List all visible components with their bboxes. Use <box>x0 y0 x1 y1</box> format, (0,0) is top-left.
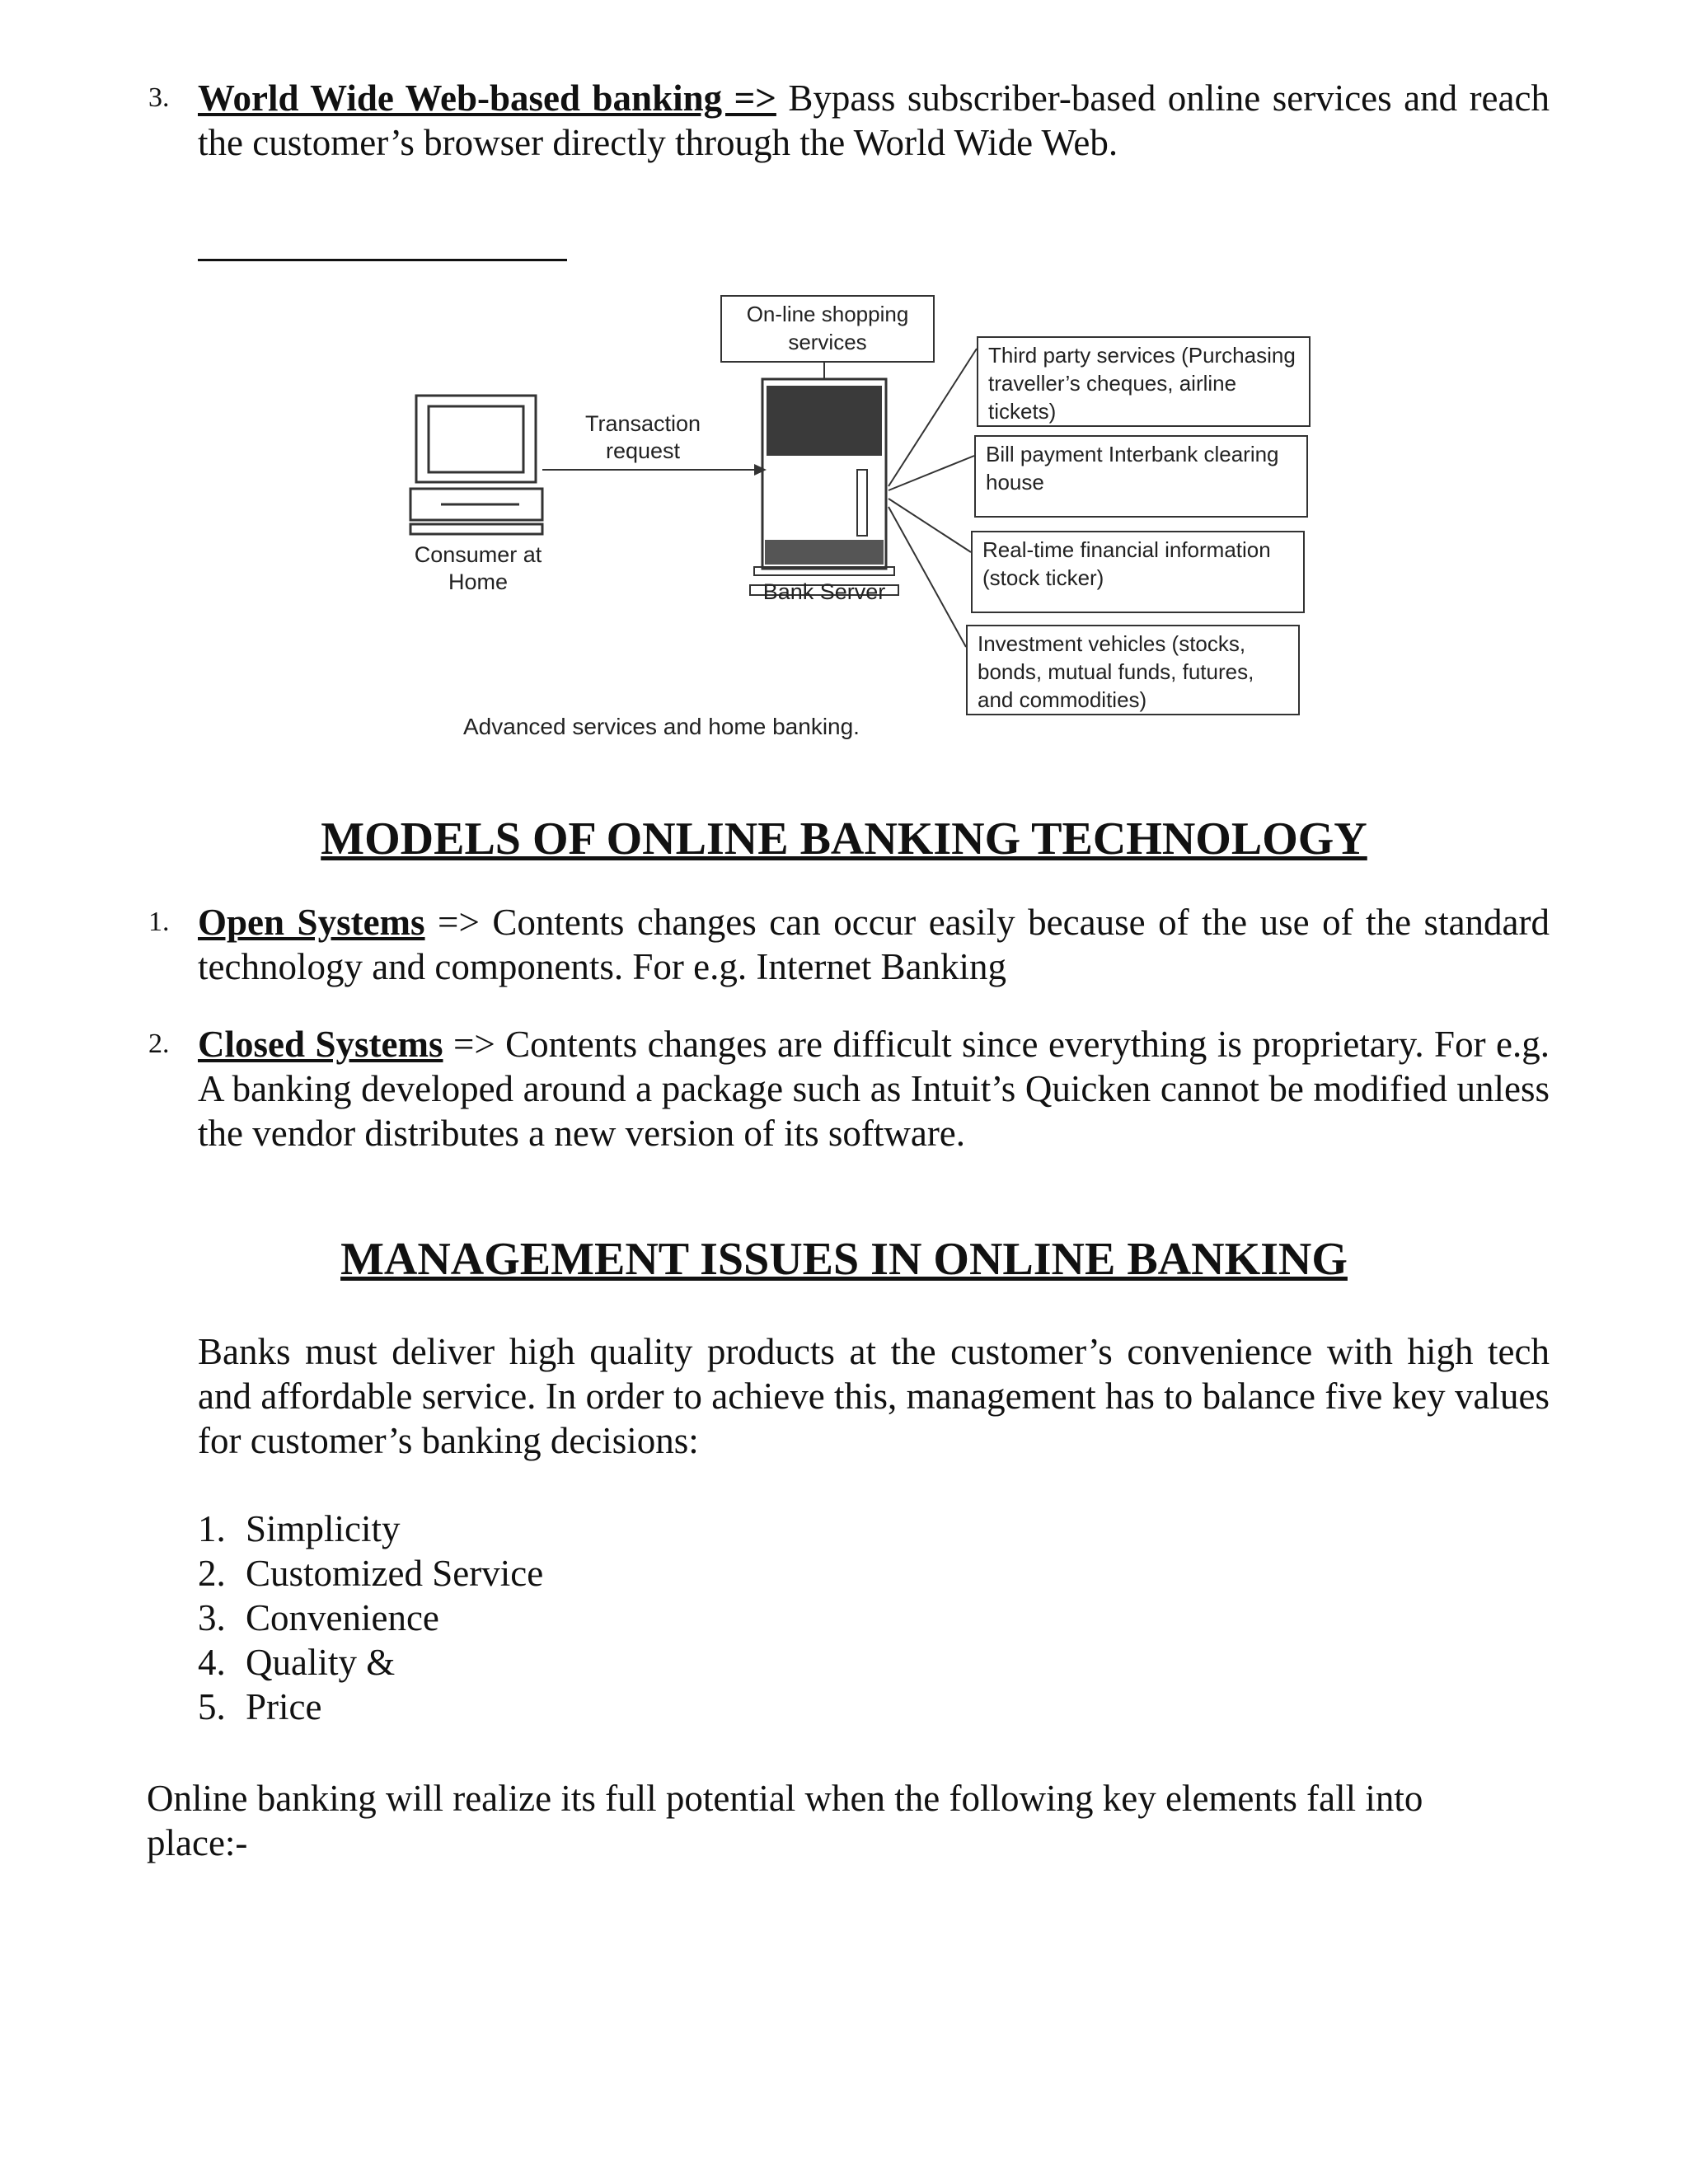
online-shopping-box: On-line shopping services <box>720 295 935 363</box>
web-banking-item <box>148 76 1550 165</box>
item-number: 1. <box>148 907 170 937</box>
item-text: => Contents changes are difficult since everything is proprietary. For e.g. A banking developed around a package such as Intuit’s Quicken cannot be modified unless the vendor distributes a new version of its software. <box>198 1024 1550 1154</box>
financial-info-box: Real-time financial information (stock ticker) <box>971 531 1305 613</box>
item-term: Closed Systems <box>198 1024 443 1065</box>
closing-paragraph: Online banking will realize its full potential when the following key elements fall into place:- <box>147 1778 1423 1863</box>
list-item: 1. Simplicity <box>198 1508 401 1549</box>
closed-systems-item <box>148 1022 1550 1155</box>
bank-server-label: Bank Server <box>762 579 886 604</box>
item-text: Bypass subscriber-based online services and reach the customer’s browser directly through the World Wide Web. <box>198 77 1550 163</box>
bill-payment-box: Bill payment Interbank clearing house <box>974 435 1308 518</box>
list-item: 2. Customized Service <box>198 1553 544 1594</box>
list-item: 4. Quality & <box>198 1642 396 1683</box>
management-paragraph: Banks must deliver high quality products at the customer’s convenience with high tech and affordable service. In order to achieve this, management has to balance five key values for customer’s banking decisions: <box>198 1331 1550 1461</box>
item-number: 2. <box>148 1029 170 1059</box>
connector-lines <box>889 349 977 647</box>
banking-diagram <box>280 272 1352 766</box>
item-term: World Wide Web-based banking => <box>198 77 776 119</box>
investment-box: Investment vehicles (stocks, bonds, mutual funds, futures, and commodities) <box>966 625 1300 715</box>
list-item: 3. Convenience <box>198 1597 439 1638</box>
key-values-list <box>198 1507 543 1729</box>
open-systems-item <box>148 900 1550 989</box>
item-number: 3. <box>148 82 170 113</box>
footnote-rule <box>198 259 567 261</box>
management-heading: MANAGEMENT ISSUES IN ONLINE BANKING <box>340 1234 1348 1285</box>
transaction-label: Transaction request <box>584 411 701 463</box>
computer-icon <box>410 396 542 534</box>
figure-caption: Advanced services and home banking. <box>463 714 860 739</box>
server-icon <box>750 361 898 595</box>
item-term: Open Systems <box>198 902 425 943</box>
list-item: 5. Price <box>198 1686 322 1727</box>
item-text: => Contents changes can occur easily because of the use of the standard technology and components. For e.g. Internet Banking <box>198 902 1550 987</box>
models-heading: MODELS OF ONLINE BANKING TECHNOLOGY <box>321 813 1367 865</box>
third-party-box: Third party services (Purchasing traveller’s cheques, airline tickets) <box>977 336 1311 427</box>
consumer-label: Consumer at Home <box>414 542 542 594</box>
